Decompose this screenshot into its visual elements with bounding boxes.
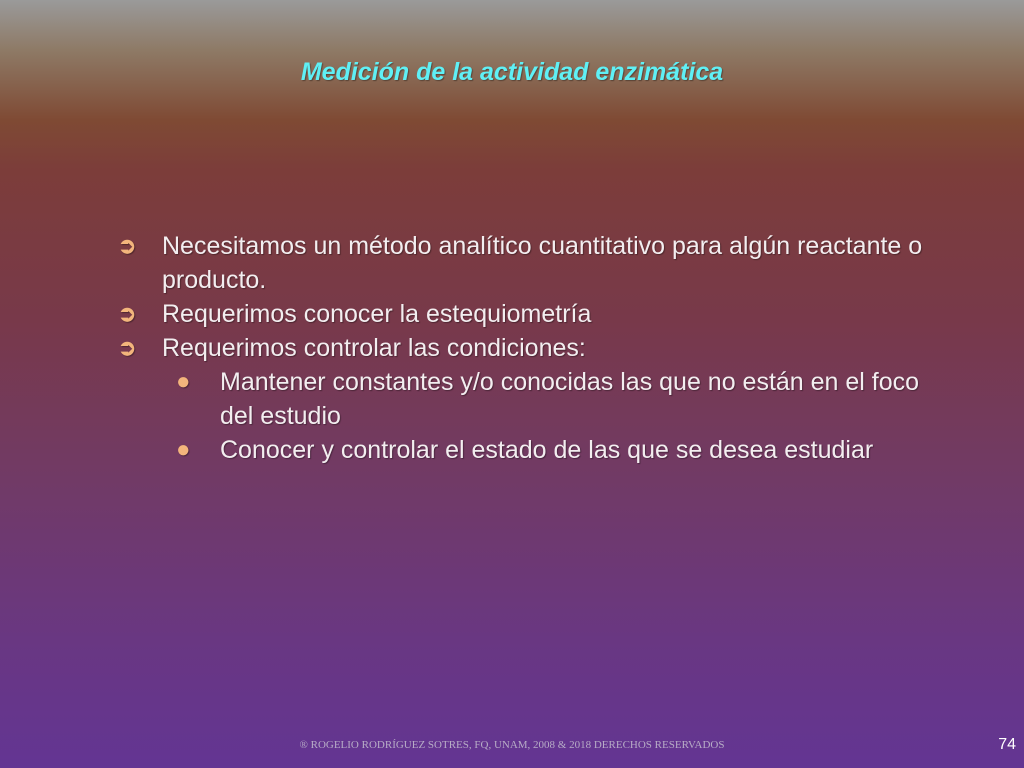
bullet-text: Requerimos conocer la estequiometría bbox=[162, 300, 592, 328]
dot-bullet-icon: ● bbox=[176, 368, 191, 395]
arrow-bullet-icon: ➲ bbox=[118, 335, 137, 360]
sub-bullet-item bbox=[118, 365, 958, 433]
sub-bullet-text: Conocer y controlar el estado de las que se desea estudiar bbox=[220, 436, 874, 464]
bullet-text: Requerimos controlar las condiciones: bbox=[162, 334, 586, 362]
arrow-bullet-icon: ➲ bbox=[118, 301, 137, 326]
dot-bullet-icon: ● bbox=[176, 436, 191, 463]
bullet-text: Necesitamos un método analítico cuantitativo para algún reactante o producto. bbox=[162, 232, 923, 294]
sub-bullet-text: Mantener constantes y/o conocidas las que no están en el foco del estudio bbox=[220, 368, 920, 430]
sub-bullet-item bbox=[118, 433, 958, 467]
copyright-footer: ® ROGELIO RODRÍGUEZ SOTRES, FQ, UNAM, 2008 & 2018 DERECHOS RESERVADOS bbox=[299, 739, 725, 751]
bullet-item bbox=[118, 331, 958, 365]
page-number: 74 bbox=[998, 736, 1016, 753]
bullet-list bbox=[118, 229, 958, 467]
bullet-item bbox=[118, 297, 958, 331]
bullet-item bbox=[118, 229, 958, 297]
slide-title: Medición de la actividad enzimática bbox=[300, 58, 724, 86]
arrow-bullet-icon: ➲ bbox=[118, 233, 137, 258]
